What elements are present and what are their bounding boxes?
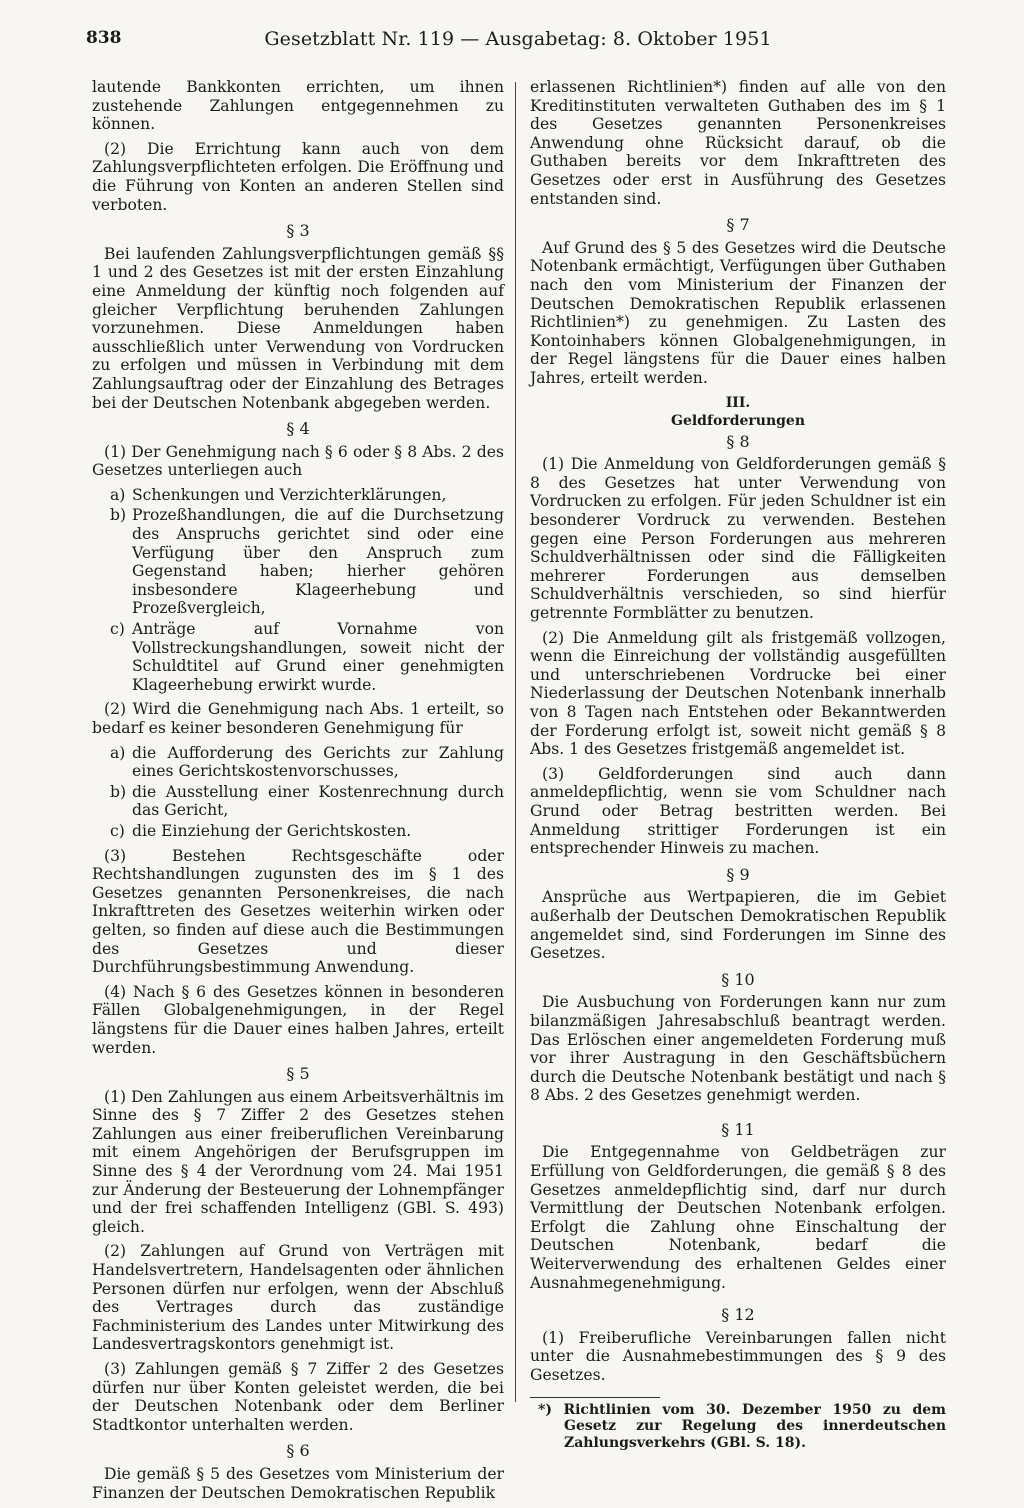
list-item: [92, 486, 504, 505]
page-number: 838: [86, 28, 122, 48]
section-heading: § 3: [286, 221, 310, 241]
footnote-divider: [530, 1397, 660, 1398]
footnote: *) Richtlinien vom 30. Dezember 1950 zu dem Gesetz zur Regelung des innerdeutschen Zahlungsverkehrs (GBl. S. 18).: [538, 1401, 946, 1451]
paragraph: Die gemäß § 5 des Gesetzes vom Ministerium der Finanzen der Deutschen Demokratischen Republik: [92, 1464, 504, 1502]
section-heading: § 5: [286, 1064, 310, 1084]
section-heading: § 11: [721, 1119, 755, 1139]
section-heading: § 9: [726, 864, 750, 884]
paragraph: erlassenen Richtlinien*) finden auf alle von den Kreditinstituten verwalteten Guthaben des im § 1 des Gesetzes genannten Personenkreises Anwendung ohne Rücksicht darauf, ob die Guthaben bereits vor dem Inkrafttreten des Gesetzes oder erst in Ausführung des Gesetzes entstanden sind.: [530, 78, 946, 208]
paragraph: (3) Bestehen Rechtsgeschäfte oder Rechtshandlungen zugunsten des im § 1 des Gesetzes genannten Personenkreises, die nach Inkrafttreten des Gesetzes weiterhin wirken oder gelten, so finden auf diese auch die Bestimmungen des Gesetzes und dieser Durchführungsbestimmung Anwendung.: [92, 846, 504, 977]
column-divider: [515, 82, 516, 1402]
paragraph: Auf Grund des § 5 des Gesetzes wird die Deutsche Notenbank ermächtigt, Verfügungen über Guthaben nach den vom Ministerium der Finanzen der Deutschen Demokratischen Republik erlassenen Richtlinien*) zu genehmigen. Zu Lasten des Kontoinhabers können Globalgenehmigungen, in der Regel längstens für die Dauer eines halben Jahres, erteilt werden.: [530, 238, 946, 387]
list-item: [92, 822, 504, 841]
list-item: [92, 620, 504, 694]
list-item-label: a): [110, 743, 126, 762]
paragraph: (3) Zahlungen gemäß § 7 Ziffer 2 des Gesetzes dürfen nur über Konten geleistet werden, die bei der Deutschen Notenbank oder dem Berliner Stadtkontor unterhalten werden.: [92, 1360, 504, 1434]
list-item-text: die Einziehung der Gerichtskosten.: [132, 821, 412, 840]
section-heading: § 10: [721, 969, 755, 989]
list-item-label: c): [110, 821, 125, 840]
list-item-text: Schenkungen und Verzichterklärungen,: [132, 485, 447, 504]
list-item-text: die Ausstellung einer Kostenrechnung durch das Gericht,: [132, 782, 504, 820]
section-heading: § 4: [286, 419, 310, 439]
list-item: [92, 744, 504, 781]
paragraph: (1) Die Anmeldung von Geldforderungen gemäß § 8 des Gesetzes hat unter Verwendung von Vordrucken zu erfolgen. Für jeden Schuldner ist ein besonderer Vordruck zu verwenden. Bestehen gegen eine Person Forderungen aus mehreren Schuldverhältnissen oder sind die Fälligkeiten mehrerer Forderungen aus demselben Schuldverhältnis verschieden, so sind hierfür getrennte Formblätter zu benutzen.: [530, 455, 946, 623]
paragraph: Ansprüche aus Wertpapieren, die im Gebiet außerhalb der Deutschen Demokratischen Republik angemeldet sind, sind Forderungen im Sinne des Gesetzes.: [530, 888, 946, 963]
paragraph: (2) Wird die Genehmigung nach Abs. 1 erteilt, so bedarf es keiner besonderen Genehmigung für: [92, 700, 504, 737]
paragraph: (2) Die Anmeldung gilt als fristgemäß vollzogen, wenn die Einreichung der vollständig ausgefüllten und unterschriebenen Vordrucke bei einer Niederlassung der Deutschen Notenbank innerhalb von 8 Tagen nach Entstehen oder Bekanntwerden der Forderung erfolgt ist, soweit nicht gemäß § 8 Abs. 1 des Gesetzes fristgemäß angemeldet ist.: [530, 628, 946, 759]
part-title: Geldforderungen: [670, 413, 805, 430]
list-item-text: die Aufforderung des Gerichts zur Zahlung eines Gerichtskostenvorschusses,: [132, 743, 504, 781]
paragraph: (2) Zahlungen auf Grund von Verträgen mit Handelsvertretern, Handelsagenten oder ähnlichen Personen dürfen nur erfolgen, wenn der Abschluß des Vertrages durch das zuständige Fachministerium des Landes unter Mitwirkung des Landesvertragskontors genehmigt ist.: [92, 1242, 504, 1354]
paragraph: lautende Bankkonten errichten, um ihnen zustehende Zahlungen entgegennehmen zu können.: [92, 78, 504, 134]
list-item-label: b): [110, 782, 127, 801]
publication-title: Gesetzblatt Nr. 119 — Ausgabetag: 8. Oktober 1951: [264, 28, 772, 50]
part-number: III.: [725, 394, 751, 411]
paragraph: (4) Nach § 6 des Gesetzes können in besonderen Fällen Globalgenehmigungen, in der Regel längstens für die Dauer eines halben Jahres, erteilt werden.: [92, 982, 504, 1057]
right-column: [530, 78, 946, 1451]
left-column: [92, 78, 504, 1508]
section-heading: § 8: [726, 431, 750, 451]
page-header: [86, 28, 950, 58]
section-heading: § 6: [286, 1441, 310, 1461]
paragraph: (1) Freiberufliche Vereinbarungen fallen nicht unter die Ausnahmebestimmungen des § 9 des Gesetzes.: [530, 1328, 946, 1384]
section-heading: § 7: [726, 215, 750, 235]
list-item: [92, 783, 504, 820]
paragraph: (1) Der Genehmigung nach § 6 oder § 8 Abs. 2 des Gesetzes unterliegen auch: [92, 442, 504, 480]
paragraph: Die Entgegennahme von Geldbeträgen zur Erfüllung von Geldforderungen, die gemäß § 8 des Gesetzes anmeldepflichtig sind, darf nur durch Vermittlung der Deutschen Notenbank erfolgen. Erfolgt die Zahlung ohne Einschaltung der Deutschen Notenbank, bedarf die Weiterverwendung des erhaltenen Geldes einer Ausnahmegenehmigung.: [530, 1143, 946, 1292]
paragraph: Die Ausbuchung von Forderungen kann nur zum bilanzmäßigen Jahresabschluß beantragt werden. Das Erlöschen einer angemeldeten Forderung muß vor ihrer Austragung in den Geschäftsbüchern durch die Deutsche Notenbank bestätigt und nach § 8 Abs. 2 des Gesetzes genehmigt werden.: [530, 993, 946, 1105]
list-item-text: Prozeßhandlungen, die auf die Durchsetzung des Anspruchs gerichtet sind oder eine Verfügung über den Anspruch zum Gegenstand haben; hierher gehören insbesondere Klageerhebung und Prozeßvergleich,: [132, 506, 504, 618]
list-item-text: Anträge auf Vornahme von Vollstreckungshandlungen, soweit nicht der Schuldtitel auf Grund einer genehmigten Klageerhebung erwirkt wurde.: [132, 620, 504, 694]
paragraph: (3) Geldforderungen sind auch dann anmeldepflichtig, wenn sie vom Schuldner nach Grund oder Betrag bestritten werden. Bei Anmeldung strittiger Forderungen ist ein entsprechender Hinweis zu machen.: [530, 764, 946, 858]
paragraph: (2) Die Errichtung kann auch von dem Zahlungsverpflichteten erfolgen. Die Eröffnung und die Führung von Konten an anderen Stellen sind verboten.: [92, 139, 504, 214]
list-item-label: c): [110, 620, 125, 639]
paragraph: Bei laufenden Zahlungsverpflichtungen gemäß §§ 1 und 2 des Gesetzes ist mit der ersten Einzahlung eine Anmeldung der künftig noch folgenden auf gleicher Verpflichtung beruhenden Zahlungen vorzunehmen. Diese Anmeldungen haben ausschließlich unter Verwendung von Vordrucken zu erfolgen und müssen in Verbindung mit dem Zahlungsauftrag oder der Einzahlung des Betrages bei der Deutschen Notenbank abgegeben werden.: [92, 244, 504, 412]
section-heading: § 12: [721, 1305, 755, 1325]
list-item: [92, 506, 504, 618]
list-item-label: a): [110, 485, 126, 504]
list-item-label: b): [110, 506, 127, 525]
paragraph: (1) Den Zahlungen aus einem Arbeitsverhältnis im Sinne des § 7 Ziffer 2 des Gesetzes stehen Zahlungen aus einer freiberuflichen Vereinbarung mit einem Angehörigen der Berufsgruppen im Sinne des § 4 der Verordnung vom 24. Mai 1951 zur Änderung der Besteuerung der Lohnempfänger und der frei schaffenden Intelligenz (GBl. S. 493) gleich.: [92, 1087, 504, 1236]
